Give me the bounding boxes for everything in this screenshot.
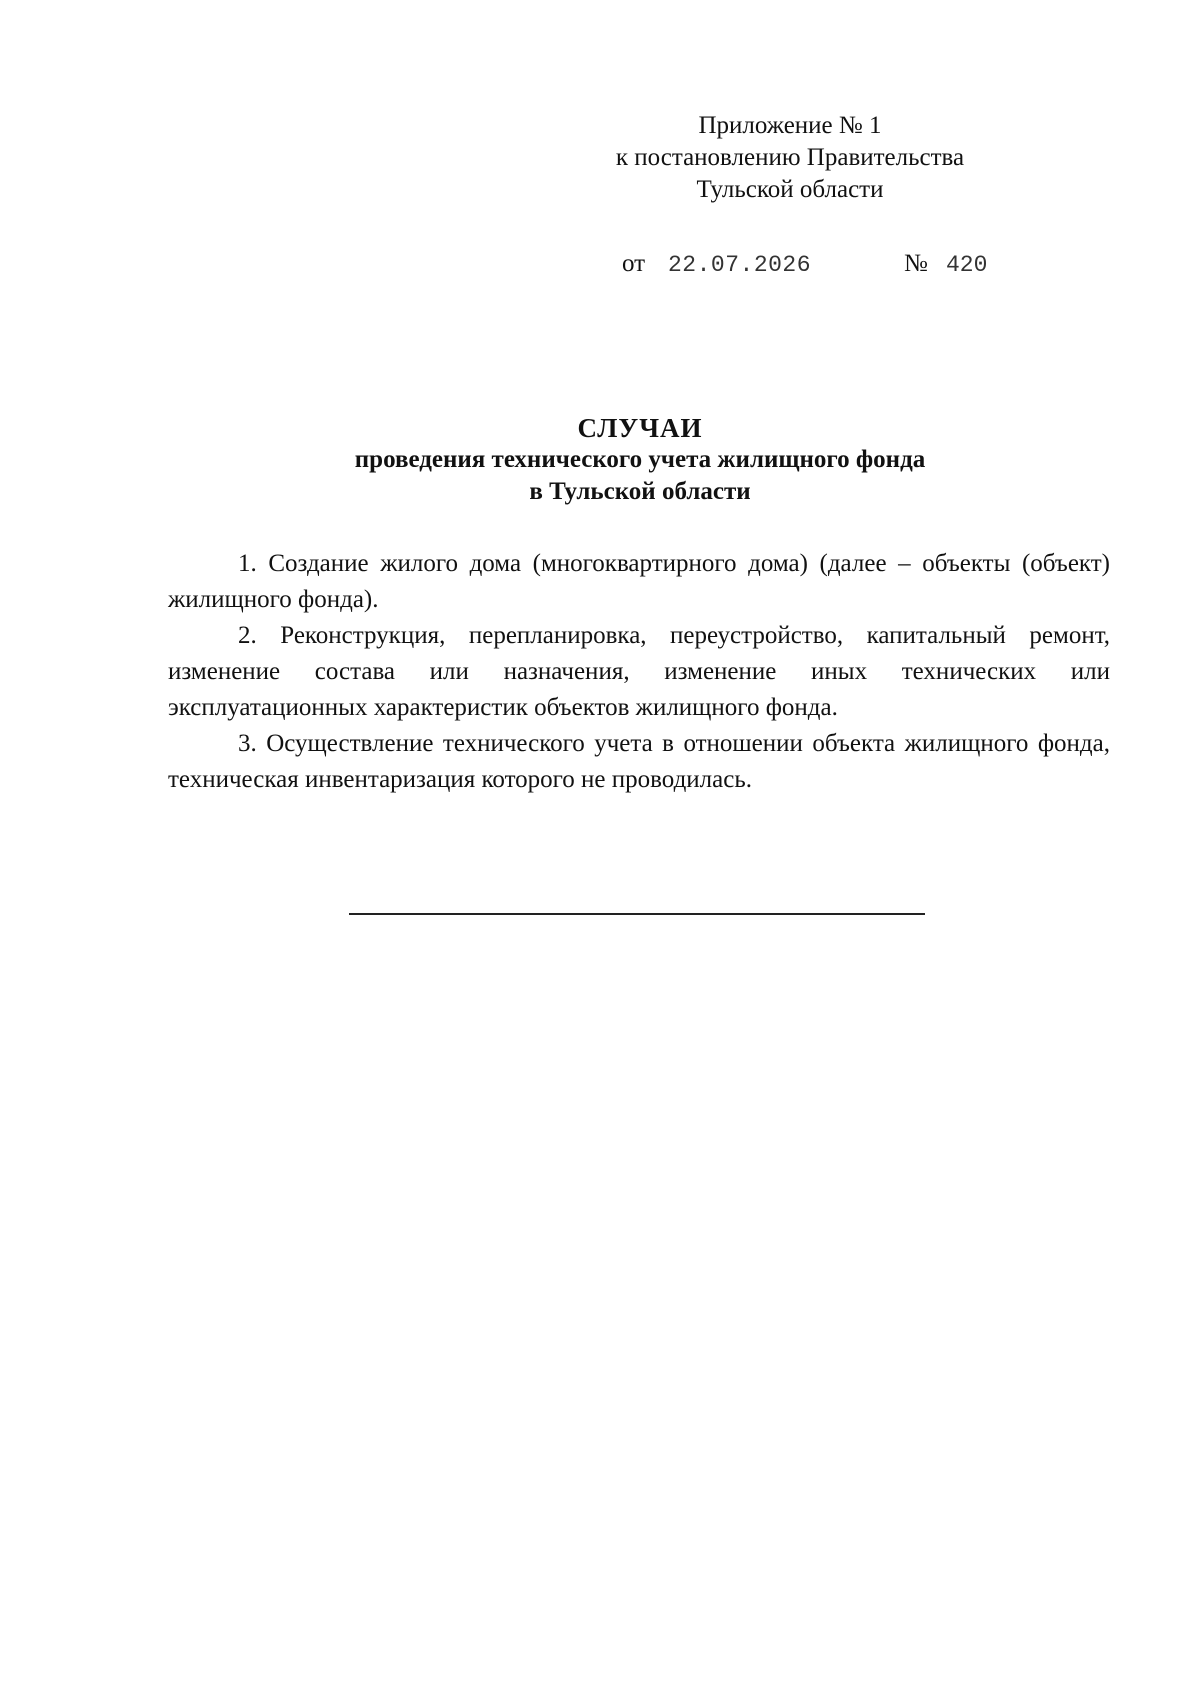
document-title bbox=[160, 412, 1120, 508]
paragraph-3: 3. Осуществление технического учета в отношении объекта жилищного фонда, техническая инвентаризация которого не проводилась. bbox=[168, 730, 1110, 793]
title-main: СЛУЧАИ bbox=[577, 413, 703, 443]
annex-title: Приложение № 1 bbox=[698, 112, 882, 139]
paragraph-2: 2. Реконструкция, перепланировка, переустройство, капитальный ремонт, изменение состава или назначения, изменение иных технических или эксплуатационных характеристик объектов жилищного фонда. bbox=[168, 622, 1110, 721]
title-subtitle: проведения технического учета жилищного фонда bbox=[354, 446, 926, 473]
annex-region: Тульской области bbox=[696, 176, 884, 203]
date-number-row bbox=[622, 248, 1002, 280]
document-body bbox=[168, 546, 1110, 798]
title-region: в Тульской области bbox=[529, 478, 751, 505]
document-number: 420 bbox=[946, 252, 988, 278]
date-prefix: от bbox=[622, 250, 646, 277]
annex-reference: к постановлению Правительства bbox=[615, 144, 965, 171]
paragraph-1: 1. Создание жилого дома (многоквартирного дома) (далее – объекты (объект) жилищного фонда). bbox=[168, 550, 1110, 613]
document-date: 22.07.2026 bbox=[668, 252, 812, 278]
end-separator-line bbox=[349, 913, 925, 915]
annex-header bbox=[560, 110, 1020, 206]
number-prefix: № bbox=[904, 250, 928, 277]
